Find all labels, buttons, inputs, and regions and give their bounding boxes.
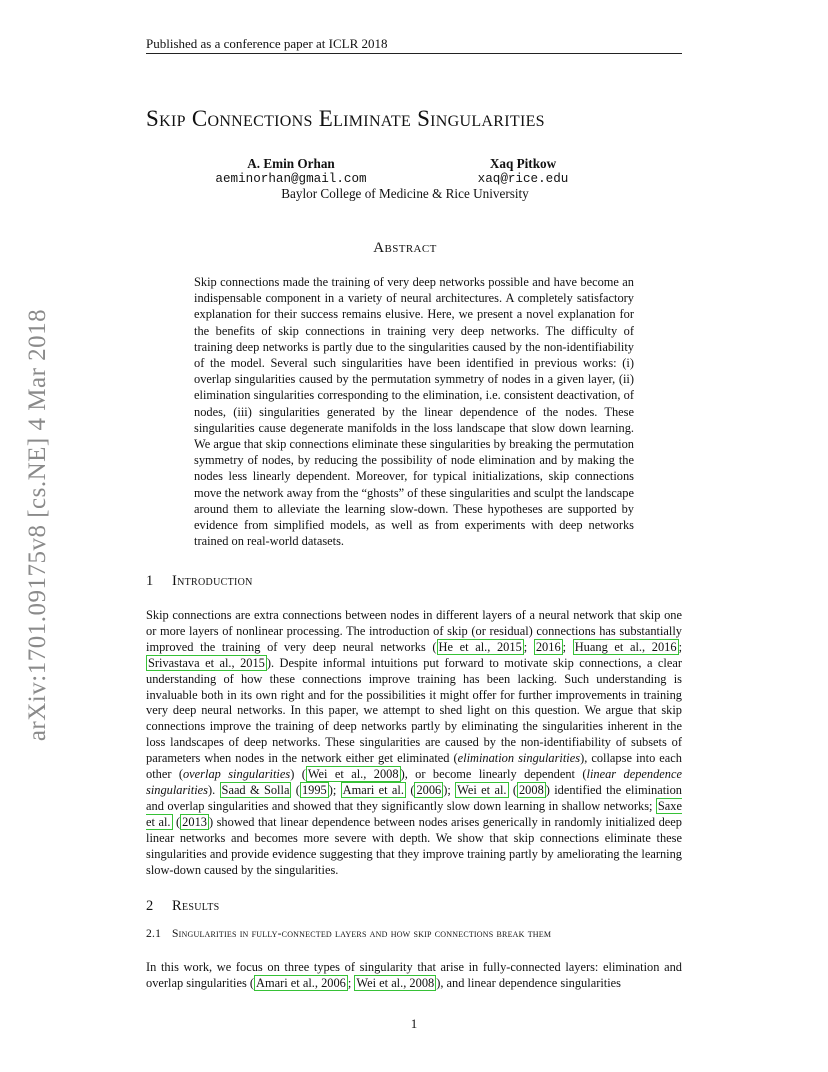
affiliation: Baylor College of Medicine & Rice University (281, 186, 529, 201)
arxiv-id-text: arXiv:1701.09175v8 [cs.NE] 4 Mar 2018 (24, 308, 51, 742)
citation-link[interactable]: He et al., 2015 (438, 639, 522, 654)
introduction-paragraph: Skip connections are extra connections between nodes in different layers of a neural network that skip one or more layers of nonlinear processing. The introduction of skip (or residual) connections has substantially improved the training of very deep neural networks ( He et al., 2015 ; 2016 ; Huang et al., 2016 ; Srivastava et al., 2015 ). Despite informal intuitions put forward to motivate skip connections, a clear understanding of how these connections improve training has been lacking. Such understanding is invaluable both in its own right and for the possibilities it might offer for further improvements in training very deep neural networks. In this paper, we attempt to shed light on this question. We argue that skip connections improve the training of deep networks partly by eliminating the singularities inherent in the loss landscapes of deep networks. These singularities are caused by the non-identifiability of subsets of parameters when nodes in the network either get eliminated (elimination singularities), collapse into each other (overlap singularities) ( Wei et al., 2008 ), or become linearly dependent (linear dependence singularities). Saad & Solla ( 1995 ); Amari et al. ( 2006 ); Wei et al. ( 2008 ) identified the elimination and overlap singularities and showed that they significantly slow down learning in shallow networks; Saxe et al. ( 2013 ) showed that linear dependence between nodes arises generically in randomly initialized deep linear networks and becomes more severe with depth. We show that skip connections eliminate these singularities and provide evidence suggesting that they improve training partly by ameliorating the learning slow-down caused by the singularities. (146, 608, 683, 877)
abstract-text: Skip connections made the training of very deep networks possible and have become an indispensable component in a variety of neural architectures. A completely satisfactory explanation for their success remains elusive. Here, we present a novel explanation for the benefits of skip connections in training very deep networks. The difficulty of training deep networks is partly due to the singularities caused by the non-identifiability of the model. Several such singularities have been identified in previous works: (i) overlap singularities caused by the permutation symmetry of nodes in a given layer, (ii) elimination singularities corresponding to the elimination, i.e. consistent deactivation, of nodes, (iii) singularities generated by the linear dependence of the nodes. These singularities cause degenerate manifolds in the loss landscape that slow down learning. We argue that skip connections eliminate these singularities by breaking the permutation symmetry of nodes, by reducing the possibility of node elimination and by making the nodes less linearly dependent. Moreover, for typical initializations, skip connections move the network away from the “ghosts” of these singularities and sculpt the landscape around them to alleviate the learning slow-down. These hypotheses are supported by evidence from simplified models, as well as from experiments with deep networks trained on real-world datasets. (194, 275, 634, 549)
section-number: 1 (146, 573, 154, 589)
author-block (448, 156, 598, 186)
author-email[interactable]: aeminorhan@gmail.com (215, 172, 367, 186)
citation-link[interactable]: Wei et al., 2008 (356, 975, 435, 990)
running-header: Published as a conference paper at ICLR 2018 (146, 36, 388, 51)
author-name: A. Emin Orhan (247, 156, 335, 171)
section-heading-introduction (146, 573, 253, 590)
term-overlap: overlap singularities (182, 767, 291, 782)
page-number: 1 (410, 1016, 418, 1031)
section-title: Results (172, 898, 220, 914)
citation-link[interactable]: Amari et al., 2006 (256, 975, 346, 990)
citation-link[interactable]: Wei et al., 2008 (307, 767, 399, 782)
section-title: Introduction (172, 573, 253, 589)
paper-title: Skip Connections Eliminate Singularities (146, 106, 545, 131)
section-number: 2 (146, 898, 154, 914)
citation-link[interactable]: Huang et al., 2016 (574, 639, 677, 654)
citation-link[interactable]: Saad & Solla (221, 782, 290, 797)
citation-link[interactable]: Wei et al. (457, 782, 507, 797)
citation-link[interactable]: Saxe et al. (146, 798, 682, 829)
citation-link[interactable]: 2016 (535, 639, 561, 654)
author-email[interactable]: xaq@rice.edu (477, 172, 569, 186)
citation-link[interactable]: Srivastava et al., 2015 (148, 655, 265, 670)
header-rule (146, 53, 682, 54)
results-paragraph: In this work, we focus on three types of singularity that arise in fully-connected layers: elimination and overlap singularities ( Amari et al., 2006 ; Wei et al., 2008 ), and linear dependence singularities (146, 960, 682, 990)
citation-link[interactable]: 2008 (518, 782, 544, 797)
section-heading-results (146, 898, 220, 915)
citation-link[interactable]: Amari et al. (342, 782, 404, 797)
abstract-heading: Abstract (373, 240, 437, 256)
citation-link[interactable]: 2013 (182, 814, 207, 829)
term-linear-dependence: linear dependence singularities (146, 767, 682, 797)
subsection-title: Singularities in fully-connected layers and how skip connections break them (172, 927, 552, 940)
arxiv-stamp (18, 290, 58, 760)
author-name: Xaq Pitkow (489, 156, 557, 171)
subsection-number: 2.1 (146, 927, 162, 940)
term-elimination: elimination singularities (457, 751, 581, 766)
subsection-heading (146, 926, 686, 942)
citation-link[interactable]: 1995 (301, 782, 327, 797)
citation-link[interactable]: 2006 (416, 782, 442, 797)
author-block (196, 156, 386, 186)
